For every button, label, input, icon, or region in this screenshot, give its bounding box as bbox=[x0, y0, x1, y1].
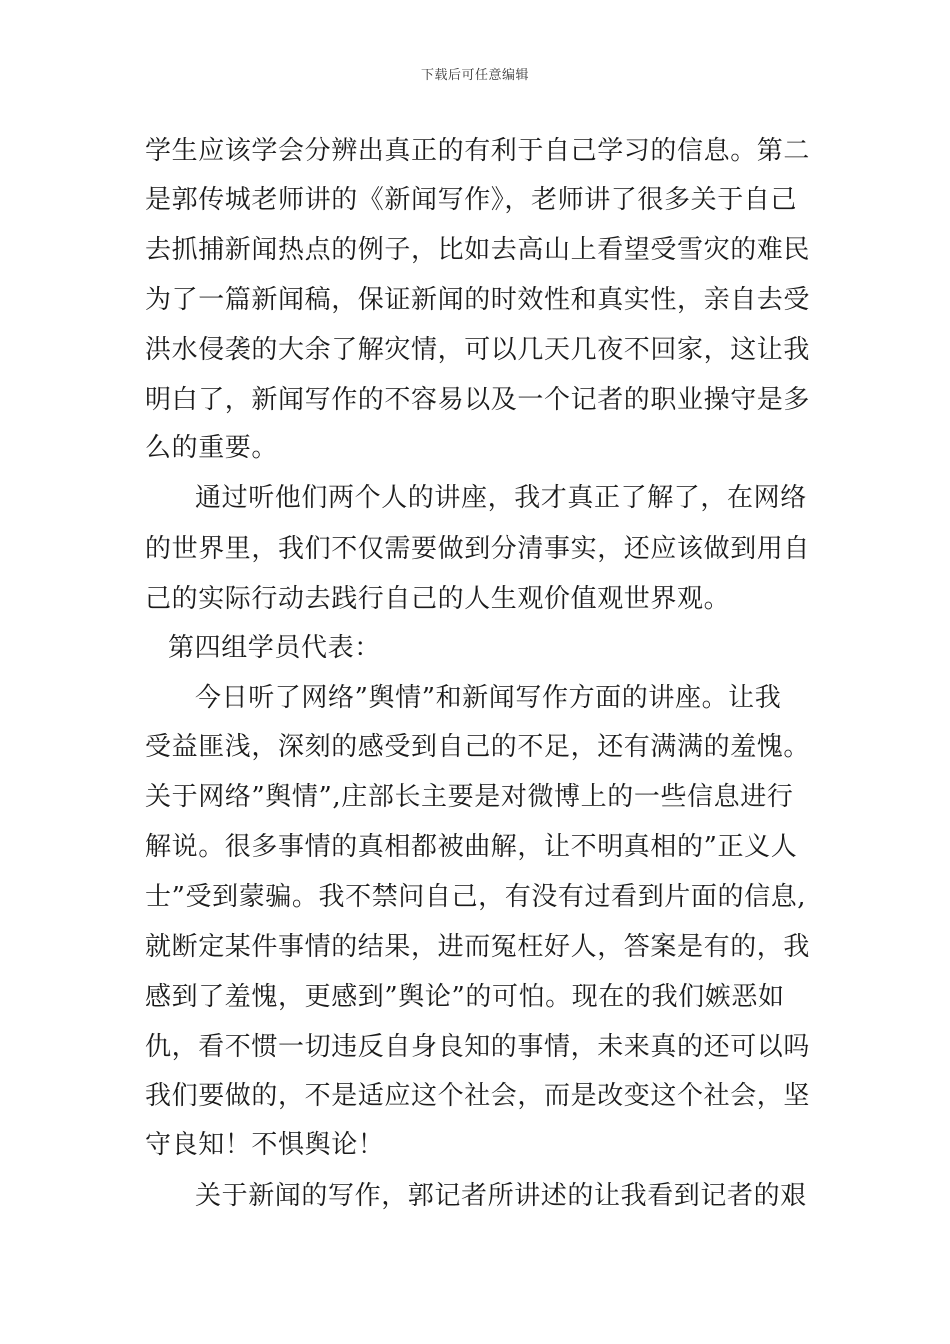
text-line: 就断定某件事情的结果，进而冤枉好人，答案是有的，我 bbox=[145, 932, 811, 962]
text-line: 通过听他们两个人的讲座，我才真正了解了，在网络 bbox=[195, 483, 807, 513]
text-line: 士”受到蒙骗。我不禁问自己，有没有过看到片面的信息, bbox=[145, 882, 807, 912]
text-line: 第四组学员代表： bbox=[168, 633, 381, 663]
text-line: 仇，看不惯一切违反自身良知的事情，未来真的还可以吗 bbox=[145, 1032, 811, 1062]
text-line: 学生应该学会分辨出真正的有利于自己学习的信息。第二 bbox=[145, 136, 811, 166]
text-line: 守良知！不惧舆论！ bbox=[145, 1130, 385, 1160]
text-line: 明白了，新闻写作的不容易以及一个记者的职业操守是多 bbox=[145, 385, 811, 415]
text-line: 洪水侵袭的大余了解灾情，可以几天几夜不回家，这让我 bbox=[145, 335, 811, 365]
text-line: 今日听了网络”舆情”和新闻写作方面的讲座。让我 bbox=[195, 683, 782, 713]
text-line: 的世界里，我们不仅需要做到分清事实，还应该做到用自 bbox=[145, 534, 811, 564]
text-line: 己的实际行动去践行自己的人生观价值观世界观。 bbox=[145, 584, 731, 614]
page-header: 下载后可任意编辑 bbox=[420, 68, 529, 83]
text-line: 受益匪浅，深刻的感受到自己的不足，还有满满的羞愧。 bbox=[145, 732, 811, 762]
text-line: 我们要做的，不是适应这个社会，而是改变这个社会，坚 bbox=[145, 1081, 811, 1111]
text-line: 是郭传城老师讲的《新闻写作》，老师讲了很多关于自己 bbox=[145, 185, 798, 215]
text-line: 感到了羞愧，更感到”舆论”的可怕。现在的我们嫉恶如 bbox=[145, 982, 785, 1012]
text-line: 解说。很多事情的真相都被曲解，让不明真相的”正义人 bbox=[145, 832, 798, 862]
text-line: 么的重要。 bbox=[145, 433, 279, 463]
text-line: 为了一篇新闻稿，保证新闻的时效性和真实性，亲自去受 bbox=[145, 285, 811, 315]
text-line: 关于新闻的写作，郭记者所讲述的让我看到记者的艰 bbox=[195, 1181, 807, 1211]
text-line: 去抓捕新闻热点的例子，比如去高山上看望受雪灾的难民 bbox=[145, 235, 811, 265]
text-line: 关于网络”舆情”,庄部长主要是对微博上的一些信息进行 bbox=[145, 782, 794, 812]
